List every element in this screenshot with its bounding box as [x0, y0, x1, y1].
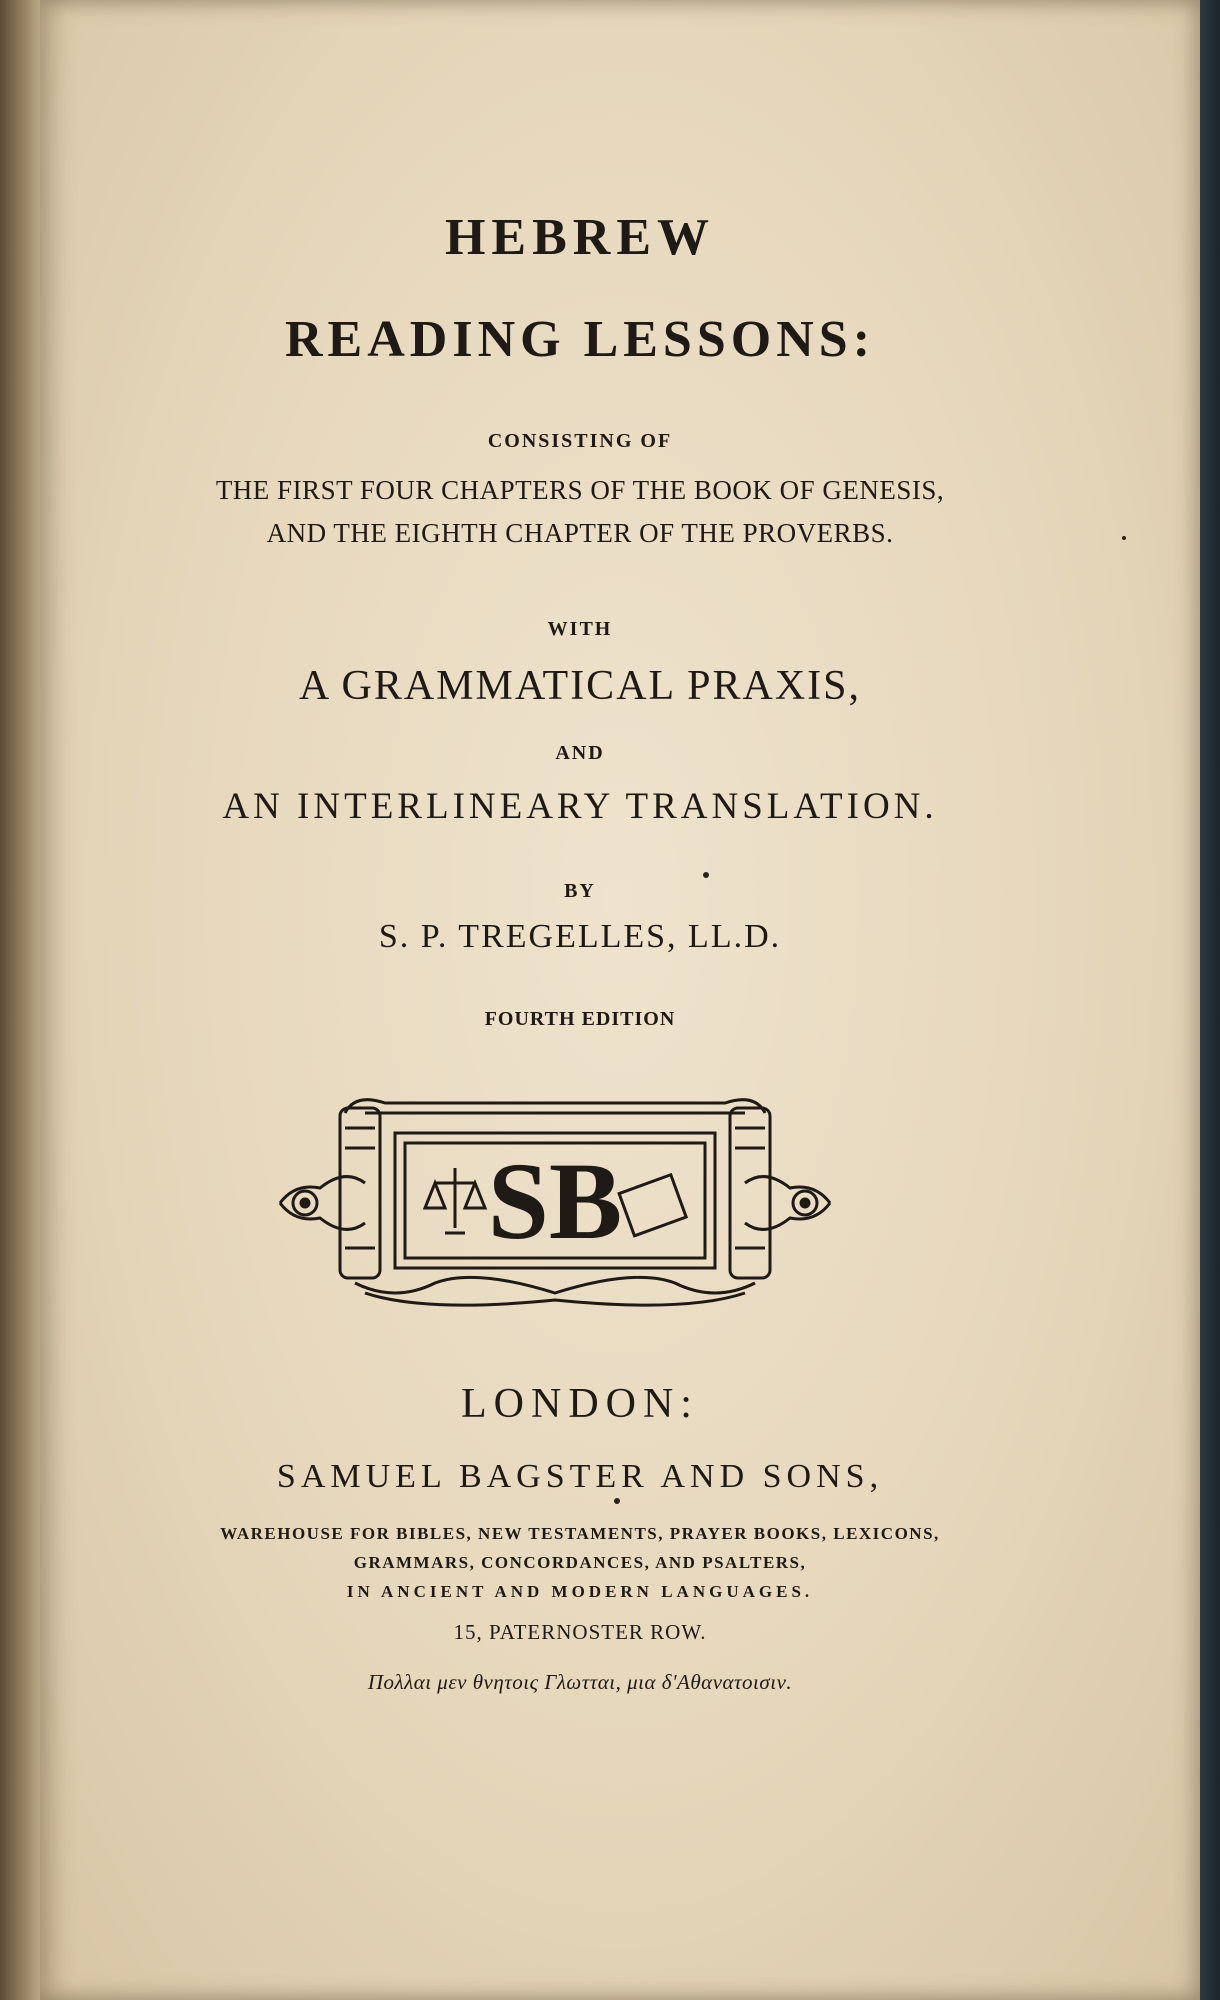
- ink-speck: [614, 1498, 620, 1504]
- book-cover-edge: [1198, 0, 1220, 2000]
- edition-label: FOURTH EDITION: [484, 1008, 676, 1030]
- and-label: AND: [555, 742, 605, 764]
- ink-speck: [703, 872, 709, 878]
- publisher-name: SAMUEL BAGSTER AND SONS,: [276, 1458, 884, 1495]
- warehouse-line-3: IN ANCIENT AND MODERN LANGUAGES.: [346, 1582, 814, 1601]
- with-label: WITH: [547, 618, 613, 640]
- translation-line: AN INTERLINEARY TRANSLATION.: [222, 786, 938, 827]
- by-label: BY: [564, 880, 596, 902]
- greek-motto: Πολλαι μεν θνητοις Γλωτται, μια δ'Αθανατοισιν.: [367, 1670, 793, 1694]
- warehouse-line-1: WAREHOUSE FOR BIBLES, NEW TESTAMENTS, PRAYER BOOKS, LEXICONS,: [220, 1524, 940, 1543]
- title-line-1: HEBREW: [444, 209, 716, 266]
- title-page: [40, 0, 1200, 2000]
- imprint-city: LONDON:: [461, 1381, 699, 1427]
- praxis-line: A GRAMMATICAL PRAXIS,: [298, 663, 862, 709]
- description-line-2: AND THE EIGHTH CHAPTER OF THE PROVERBS.: [266, 518, 894, 548]
- author-name: S. P. TREGELLES, LL.D.: [378, 918, 782, 955]
- publisher-address: 15, PATERNOSTER ROW.: [453, 1620, 707, 1644]
- warehouse-line-2: GRAMMARS, CONCORDANCES, AND PSALTERS,: [353, 1553, 807, 1572]
- description-line-1: THE FIRST FOUR CHAPTERS OF THE BOOK OF GENESIS,: [215, 475, 945, 505]
- publisher-monogram-icon: [275, 1088, 835, 1308]
- ink-speck: [1122, 536, 1126, 540]
- consisting-of-label: CONSISTING OF: [487, 430, 673, 452]
- monogram-text: SB: [487, 1140, 623, 1262]
- title-line-2: READING LESSONS:: [284, 311, 876, 368]
